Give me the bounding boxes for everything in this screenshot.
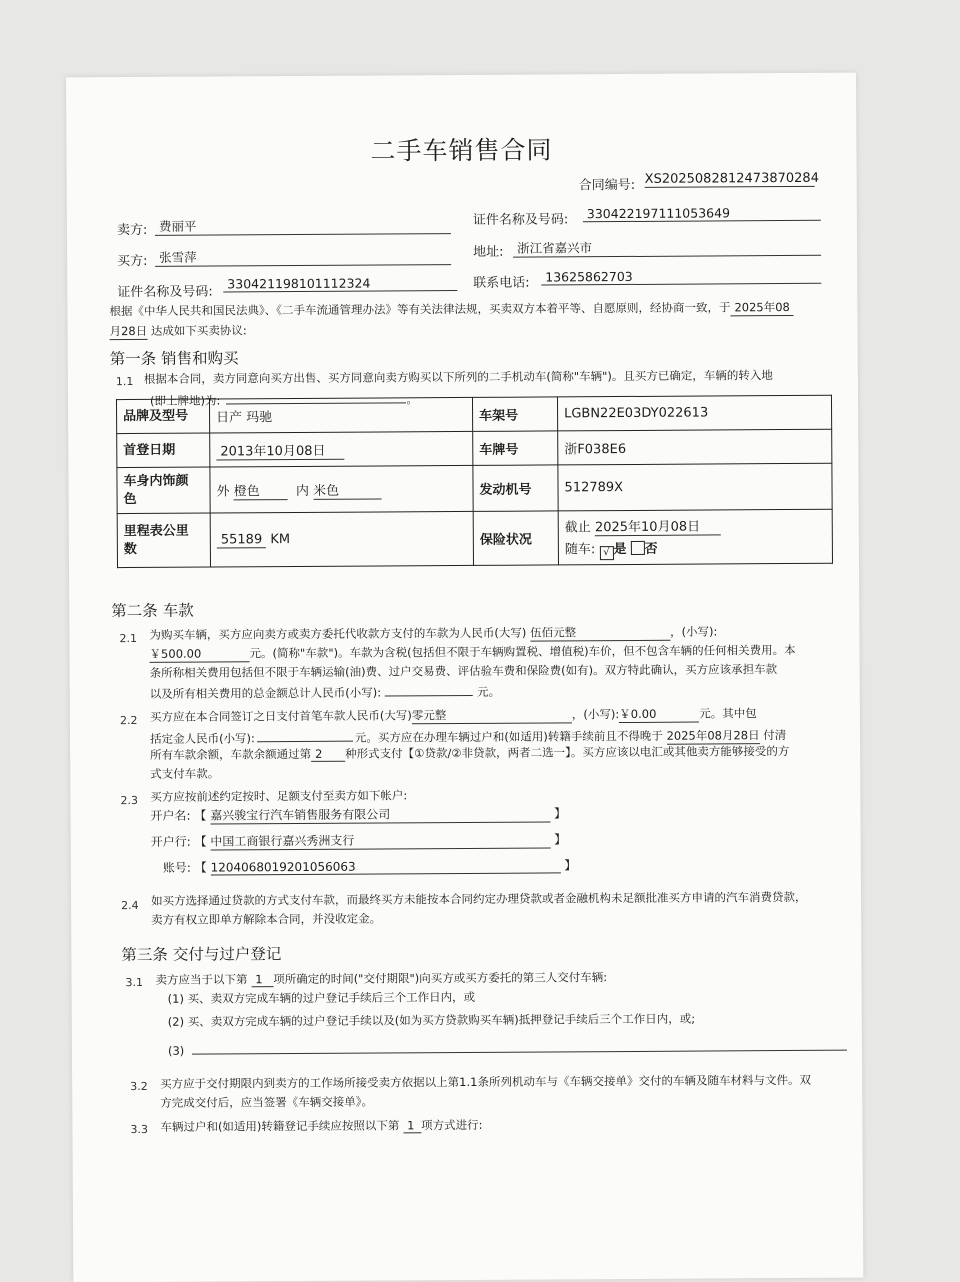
- odometer-cell: 55189 KM: [210, 511, 473, 567]
- account-name-value: 嘉兴骏宝行汽车销售服务有限公司: [210, 804, 550, 824]
- address-label: 地址:: [473, 244, 504, 260]
- ext-color-value: 橙色: [234, 480, 288, 500]
- seller-label: 卖方:: [116, 222, 148, 239]
- clause-3-1-text: 卖方应当于以下第 1 项所确定的时间("交付期限")向买方或买方委托的第三人交付车辆:: [155, 970, 608, 987]
- clause-2-2-line-3: 所有车款余额，车款余额通过第 2 种形式支付【①贷款/②非贷款，两者二选一】。买方应该以电汇或其他卖方能够接受的方: [150, 744, 790, 762]
- page-title: 二手车销售合同: [370, 135, 553, 166]
- phone-label: 联系电话:: [473, 275, 530, 291]
- article-2-heading: 第二条 车款: [111, 601, 194, 621]
- bank-row: 开户行: 【 中国工商银行嘉兴秀洲支行 】: [150, 832, 567, 849]
- brand-label: 品牌及型号: [116, 399, 209, 434]
- odometer-label: 里程表公里 数: [117, 513, 210, 568]
- reg-date-label: 首登日期: [117, 433, 210, 468]
- clause-2-4-line-2: 卖方有权立即单方解除本合同，并没收定金。: [151, 911, 382, 927]
- seller-id-value: 330422197111053649: [583, 205, 821, 222]
- color-cell: 外 橙色 内 米色: [210, 465, 473, 513]
- clause-number: 2.4: [121, 898, 139, 913]
- clause-3-3-text: 车辆过户和(如适用)转籍登记手续应按照以下第 1 项方式进行:: [160, 1117, 483, 1134]
- clause-3-2-line-2: 方完成交付后，应当签署《车辆交接单》。: [160, 1094, 374, 1110]
- buyer-name: 张雪萍: [155, 246, 451, 267]
- clause-2-3-text: 买方应按前述约定按时、足额支付至卖方如下帐户:: [150, 788, 408, 804]
- article-3-heading: 第三条 交付与过户登记: [121, 945, 282, 965]
- contract-no-value: XS2025082812473870284: [644, 170, 819, 187]
- account-no-row: 账号: 【 1204068019201056063 】: [162, 858, 577, 875]
- insurance-no-checkbox[interactable]: [631, 540, 645, 554]
- clause-2-2-line-2: 括定金人民币(小写): 元。买方应在办理车辆过户和(如适用)转籍手续前且不得晚于 2025年08月28日 付清: [150, 728, 787, 746]
- phone-value: 13625862703: [541, 268, 821, 286]
- insurance-cell: 截止 2025年10月08日 随车: √ 是 否: [558, 509, 832, 565]
- vin-label: 车架号: [472, 397, 557, 432]
- address-value: 浙江省嘉兴市: [513, 237, 821, 258]
- buyer-id-label: 证件名称及号码:: [117, 284, 213, 301]
- engine-value: 512789X: [558, 463, 832, 511]
- clause-2-1-line-3: 条所称相关费用包括但不限于车辆运输(油)费、过户交易费、评估验车费和保险费(如有)。双方特此确认，买方应该承担车款: [149, 662, 778, 680]
- plate-value: 浙F038E6: [558, 429, 832, 465]
- clause-number: 2.2: [119, 713, 138, 728]
- clause-number: 2.3: [120, 793, 138, 808]
- clause-3-2-line-1: 买方应于交付期限内到卖方的工作场所接受卖方依据以上第1.1条所列机动车与《车辆交接单》交付的车辆及随车材料与文件。双: [160, 1072, 811, 1091]
- plate-label: 车牌号: [473, 431, 558, 466]
- seller-name: 费丽平: [155, 215, 451, 236]
- clause-2-1-line-2: ￥500.00 元。(简称"车款")。车款为含税(包括但不限于车辆购置税、增值税)车价，但不包含车辆的任何相关费用。本: [149, 642, 796, 661]
- brand-value: 日产 玛驰: [209, 397, 472, 433]
- account-no-value: 1204068019201056063: [211, 858, 561, 875]
- insurance-label: 保险状况: [473, 511, 558, 566]
- intro-text: 根据《中华人民共和国民法典》、《二手车流通管理办法》等有关法律法规，买卖双方本着平等、自愿原则，经协商一致，于 2025年08: [109, 299, 793, 320]
- clause-2-1-line-1: 为购买车辆，买方应向卖方或卖方委托代收款方支付的车款为人民币(大写) 伍佰元整 ，(小写):: [149, 624, 718, 642]
- clause-2-4-line-1: 如买方选择通过贷款的方式支付车款，而最终买方未能按本合同约定办理贷款或者金融机构未足额批准买方申请的汽车消费贷款，: [150, 889, 807, 908]
- vin-value: LGBN22E03DY022613: [557, 395, 831, 431]
- option-3: (3): [168, 1036, 847, 1058]
- bank-value: 中国工商银行嘉兴秀洲支行: [210, 830, 550, 850]
- color-label: 车身内饰颜 色: [117, 467, 210, 514]
- insurance-yes-checkbox[interactable]: √: [599, 546, 613, 560]
- vehicle-table: [116, 395, 833, 568]
- buyer-id-value: 330421198101112324: [223, 275, 457, 292]
- clause-1-1-text-2: (即上牌地)为: 。: [150, 388, 418, 409]
- reg-date-cell: [210, 431, 473, 467]
- option-1: (1) 买、卖双方完成车辆的过户登记手续后三个工作日内，或: [167, 989, 476, 1006]
- clause-2-2-line-1: 买方应在本合同签订之日支付首笔车款人民币(大写)零元整 ，(小写):￥0.00 元。其中包: [149, 706, 757, 724]
- clause-number: 3.1: [125, 975, 144, 990]
- buyer-label: 买方:: [117, 253, 148, 270]
- int-color-value: 米色: [313, 479, 381, 499]
- clause-2-1-line-4: 以及所有相关费用的总金额总计人民币(小写): 元。: [150, 681, 500, 702]
- engine-label: 发动机号: [473, 465, 558, 512]
- clause-number: 3.2: [130, 1079, 148, 1094]
- reg-date-value: 2013年10月08日: [216, 439, 344, 460]
- clause-number: 2.1: [119, 631, 137, 646]
- clause-number: 3.3: [130, 1122, 148, 1137]
- clause-1-1-text: 根据本合同，卖方同意向买方出售、买方同意向卖方购买以下所列的二手机动车(简称"车辆")。且买方已确定，车辆的转入地: [143, 368, 773, 386]
- account-name-row: 开户名: 【 嘉兴骏宝行汽车销售服务有限公司 】: [150, 806, 567, 823]
- intro-text-2: 月28日 达成如下买卖协议:: [109, 323, 247, 339]
- insurance-until-value: 2025年10月08日: [595, 515, 721, 536]
- option-2: (2) 买、卖双方完成车辆的过户登记手续以及(如为买方贷款购买车辆)抵押登记手续后三个工作日内，或;: [167, 1011, 696, 1029]
- contract-no-label: 合同编号:: [578, 177, 636, 194]
- article-1-heading: 第一条 销售和购买: [109, 349, 239, 369]
- clause-2-2-line-4: 式支付车款。: [150, 766, 220, 781]
- contract-paper: [66, 73, 863, 1282]
- odometer-value: 55189: [217, 532, 266, 548]
- clause-number: 1.1: [115, 375, 134, 389]
- seller-id-label: 证件名称及号码:: [472, 212, 569, 228]
